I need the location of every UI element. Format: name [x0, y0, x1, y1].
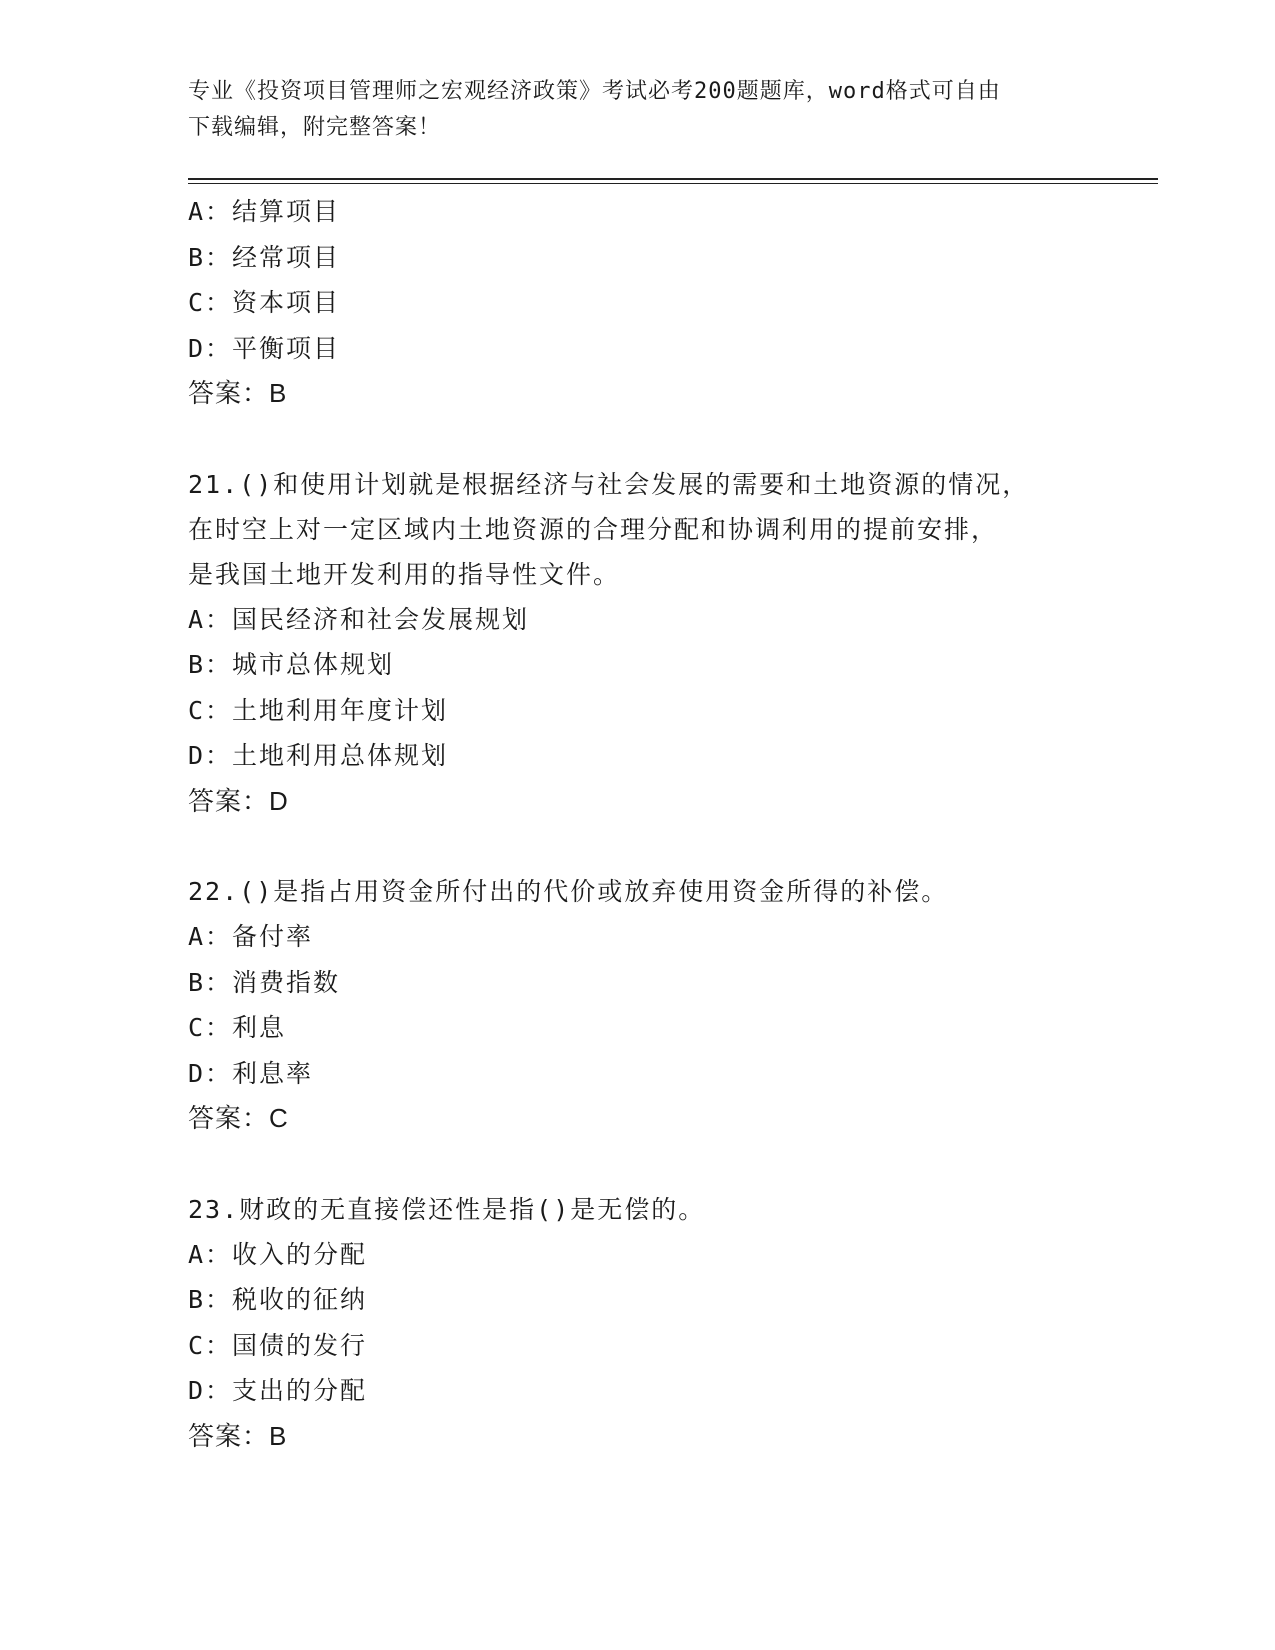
option-a: A：国民经济和社会发展规划	[188, 604, 530, 634]
question-text	[188, 869, 1088, 914]
option-d: D：平衡项目	[188, 333, 341, 363]
option-a: A：收入的分配	[188, 1239, 368, 1269]
option-c: C：土地利用年度计划	[188, 695, 449, 725]
spacer	[188, 1142, 1088, 1187]
option-c: C：资本项目	[188, 288, 341, 317]
question-block-22	[188, 869, 1088, 1142]
question-list	[188, 189, 1088, 1459]
option-c: C：国债的发行	[188, 1330, 368, 1360]
option-d: D：土地利用总体规划	[188, 741, 449, 770]
answer-label: 答案：C	[188, 1103, 289, 1133]
option-b: B：消费指数	[188, 967, 341, 997]
question-block-20	[188, 189, 1088, 417]
question-block-21	[188, 462, 1088, 825]
question-text	[188, 462, 1088, 597]
spacer	[188, 824, 1088, 869]
header-divider	[188, 178, 1158, 180]
header-divider-thin	[188, 183, 1158, 184]
option-b: B：税收的征纳	[188, 1285, 368, 1314]
question-line: 是我国土地开发利用的指导性文件。	[188, 559, 621, 589]
header-line-2: 下载编辑，附完整答案！	[188, 115, 442, 140]
option-a: A：备付率	[188, 922, 314, 951]
question-text	[188, 1187, 1088, 1232]
option-b: B：城市总体规划	[188, 650, 395, 679]
question-block-23	[188, 1187, 1088, 1460]
answer-label: 答案：B	[188, 1420, 288, 1451]
question-line: 22.()是指占用资金所付出的代价或放弃使用资金所得的补偿。	[188, 877, 949, 906]
spacer	[188, 417, 1088, 462]
question-line: 21.()和使用计划就是根据经济与社会发展的需要和土地资源的情况，	[188, 469, 1030, 499]
answer-label: 答案：B	[188, 378, 288, 408]
option-d: D：利息率	[188, 1058, 314, 1088]
question-line: 23.财政的无直接偿还性是指()是无偿的。	[188, 1194, 706, 1224]
answer-label: 答案：D	[188, 785, 289, 816]
option-c: C：利息	[188, 1013, 287, 1042]
option-a: A：结算项目	[188, 197, 341, 226]
option-d: D：支出的分配	[188, 1376, 368, 1405]
option-b: B：经常项目	[188, 242, 341, 272]
document-header	[188, 74, 1068, 146]
question-line: 在时空上对一定区域内土地资源的合理分配和协调利用的提前安排，	[188, 514, 999, 544]
header-line-1: 专业《投资项目管理师之宏观经济政策》考试必考200题题库，word格式可自由	[188, 79, 1001, 104]
